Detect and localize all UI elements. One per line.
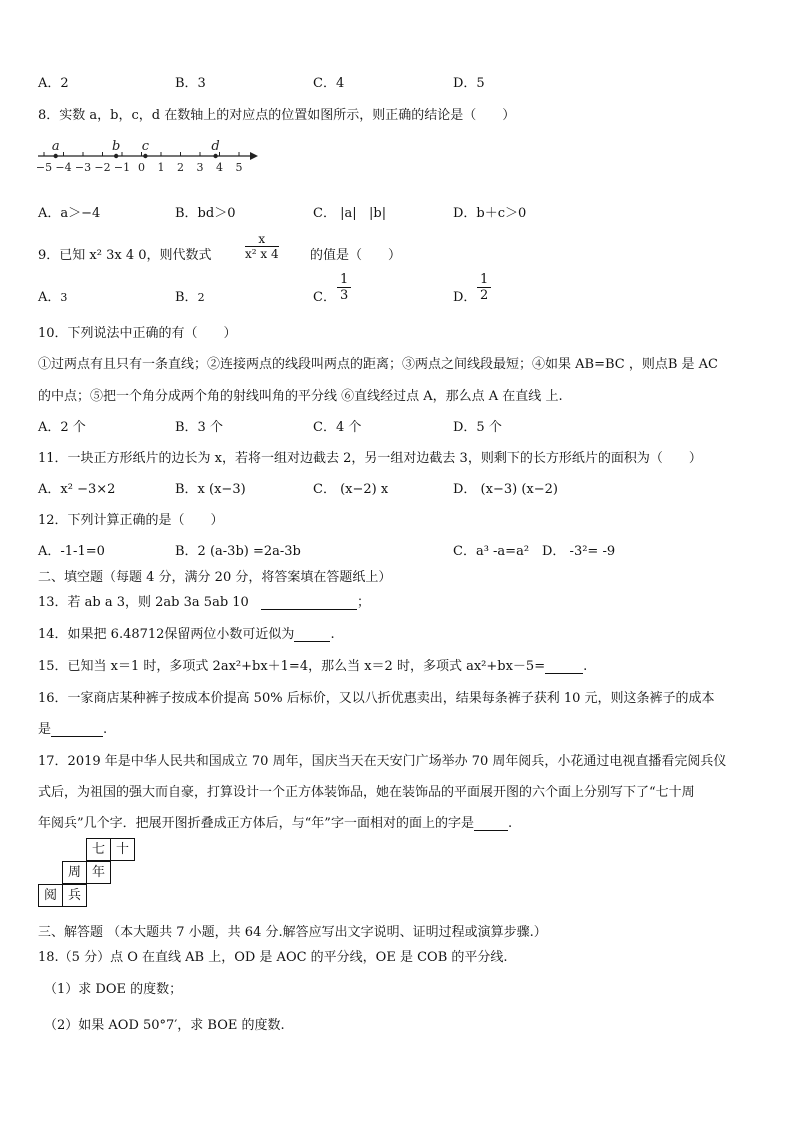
q8-option-c: C． |a| |b|: [313, 206, 387, 221]
q10-option-c: C．4 个: [313, 420, 362, 435]
number-line-point-c: [143, 154, 147, 158]
number-line-point-b: [114, 154, 118, 158]
number-line-tick-label: 5: [235, 161, 243, 174]
number-line-point-label: d: [211, 139, 220, 154]
q10-option-b: B．3 个: [175, 420, 223, 435]
q13: 13．若 ab a 3，则 2ab 3a 5ab 10 ；: [38, 595, 370, 610]
number-line-point-label: b: [111, 139, 121, 154]
number-line-point-label: a: [51, 139, 60, 154]
number-line-tick-label: −4: [55, 161, 72, 174]
q17-line3: 年阅兵”几个字．把展开图折叠成正方体后，与“年”字一面相对的面上的字是 .: [38, 816, 513, 831]
number-line-arrow: [250, 152, 258, 160]
number-line-tick-label: −3: [74, 161, 92, 174]
q16-line1: 16．一家商店某种裤子按成本价提高 50% 后标价，又以八折优惠卖出，结果每条裤子获利 10 元，则这条裤子的成本: [38, 691, 715, 706]
q18-part2: （2）如果 AOD 50°7′，求 BOE 的度数.: [44, 1018, 285, 1033]
q8-option-d: D．b＋c＞0: [453, 206, 527, 221]
net-cell: 兵: [62, 884, 87, 907]
number-line-tick-label: 0: [138, 161, 145, 174]
net-cell: 七: [86, 838, 111, 861]
q9-fraction: $\frac{x}{\text{x² x 4}}$: [245, 232, 279, 261]
q10-line1: ①过两点有且只有一条直线；②连接两点的线段叫两点的距离；③两点之间线段最短；④如果 AB=BC ，则点B 是 AC: [38, 357, 718, 372]
q10-stem: 10．下列说法中正确的有（ ）: [38, 326, 237, 341]
q11-option-c: C． (x−2) x: [313, 482, 389, 497]
q9-stem-suffix: 的值是（ ）: [310, 248, 402, 263]
q8-option-b: B．bd＞0: [175, 206, 236, 221]
number-line-point-d: [213, 154, 217, 158]
q17-line2: 式后，为祖国的强大而自豪，打算设计一个正方体装饰品，她在装饰品的平面展开图的六个面上分别写下了“七十周: [38, 785, 695, 800]
q10-option-a: A．2 个: [38, 420, 86, 435]
number-line-figure: [36, 132, 260, 180]
q12-stem: 12．下列计算正确的是（ ）: [38, 513, 224, 528]
q9-option-a: A．3: [38, 290, 68, 305]
q9-option-b: B．2: [175, 290, 205, 305]
cube-net-figure: [38, 838, 138, 910]
q12-option-a: A．-1-1=0: [38, 544, 105, 559]
number-line-tick-label: −2: [94, 161, 111, 174]
number-line-tick-label: 2: [177, 161, 184, 174]
number-line-tick-label: 3: [196, 161, 204, 174]
q9-option-d-fraction: $\frac{1}{2}$: [477, 272, 491, 303]
q13-answer-blank: [261, 597, 357, 610]
q10-line2: 的中点；⑤把一个角分成两个角的射线叫角的平分线 ⑥直线经过点 A，那么点 A 在直线 上.: [38, 389, 563, 404]
q18-stem: 18.（5 分）点 O 在直线 AB 上，OD 是 AOC 的平分线，OE 是 COB 的平分线.: [38, 950, 508, 965]
number-line-tick-label: 4: [216, 161, 223, 174]
q9-option-c-label: C．: [313, 290, 336, 305]
section-2-heading: 二、填空题（每题 4 分，满分 20 分，将答案填在答题纸上）: [38, 570, 392, 585]
number-line-point-a: [54, 154, 58, 158]
q9-option-d-label: D．: [453, 290, 477, 305]
q11-option-d: D． (x−3) (x−2): [453, 482, 558, 497]
q17-line1: 17．2019 年是中华人民共和国成立 70 周年，国庆当天在天安门广场举办 70 周年阅兵，小花通过电视直播看完阅兵仪: [38, 754, 727, 769]
q10-option-d: D．5 个: [453, 420, 502, 435]
q11-option-b: B．x (x−3): [175, 482, 246, 497]
number-line-tick-label: −5: [36, 161, 53, 174]
q7-option-a: A．2: [38, 76, 69, 91]
number-line-tick-label: 1: [157, 161, 165, 174]
section-3-heading: 三、解答题 （本大题共 7 小题，共 64 分.解答应写出文字说明、证明过程或演算步骤.）: [38, 925, 547, 940]
number-line-point-label: c: [141, 139, 150, 154]
q18-part1: （1）求 DOE 的度数；: [44, 982, 183, 997]
net-cell: 阅: [38, 884, 63, 907]
q12-option-c: C．a³ -a=a²: [453, 544, 530, 559]
q7-option-d: D．5: [453, 76, 485, 91]
q7-option-c: C．4: [313, 76, 345, 91]
q14: 14．如果把 6.48712保留两位小数可近似为 .: [38, 627, 335, 642]
net-cell: 十: [110, 838, 135, 861]
q15-answer-blank: [545, 661, 583, 674]
q9-stem-prefix: 9．已知 x² 3x 4 0，则代数式: [38, 248, 212, 263]
q17-answer-blank: [474, 818, 508, 831]
q15: 15．已知当 x＝1 时，多项式 2ax²+bx＋1=4，那么当 x＝2 时，多项式 ax²+bx－5= .: [38, 659, 588, 674]
q11-option-a: A．x² −3×2: [38, 482, 116, 497]
net-cell: 年: [86, 861, 111, 884]
q9-option-c-fraction: $\frac{1}{3}$: [337, 272, 351, 303]
net-cell: 周: [62, 861, 87, 884]
q12-option-d: D． -3²= -9: [542, 544, 616, 559]
q11-stem: 11．一块正方形纸片的边长为 x，若将一组对边截去 2，另一组对边截去 3，则剩下的长方形纸片的面积为（ ）: [38, 451, 702, 466]
q8-option-a: A．a＞−4: [38, 206, 101, 221]
number-line-tick-label: −1: [113, 161, 131, 174]
q8-stem: 8．实数 a，b，c，d 在数轴上的对应点的位置如图所示，则正确的结论是（ ）: [38, 108, 516, 123]
q12-option-b: B．2 (a-3b) =2a-3b: [175, 544, 301, 559]
q14-answer-blank: [294, 629, 330, 642]
q16-answer-blank: [51, 724, 103, 737]
q16-line2: 是 .: [38, 722, 108, 737]
q7-option-b: B．3: [175, 76, 206, 91]
